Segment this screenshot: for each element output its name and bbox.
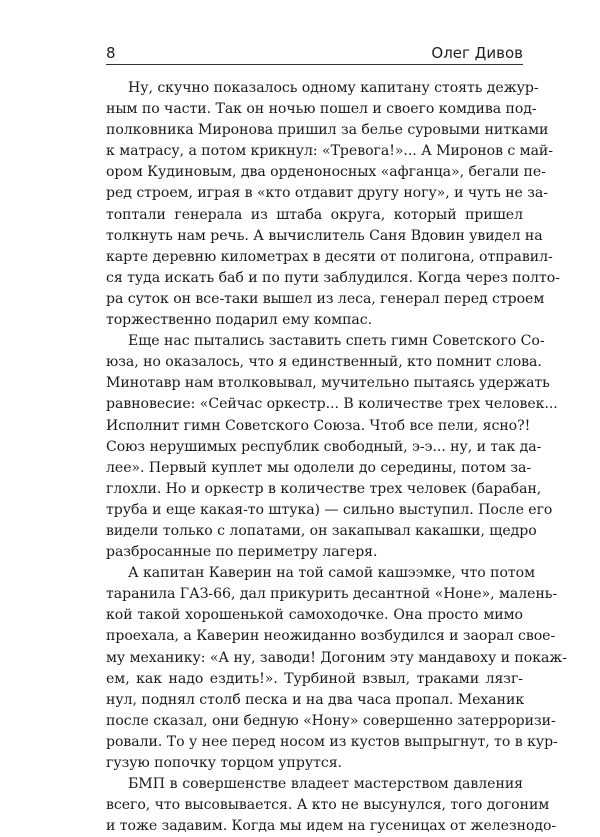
text-line: к матрасу, а потом крикнул: «Тревога!»... А Миронов с май- <box>106 143 553 160</box>
text-line: му механику: «А ну, заводи! Догоним эту мандавоху и покаж- <box>106 649 567 666</box>
text-line: разбросанные по периметру лагеря. <box>106 544 378 561</box>
text-line: карте деревню километрах в десяти от полигона, отправил- <box>106 248 553 265</box>
text-line: кой такой хорошенькой самоходочке. Она просто мимо <box>106 607 523 624</box>
text-line: проехала, а Каверин неожиданно возбудился и заорал свое- <box>106 628 556 645</box>
paragraph <box>106 563 567 774</box>
text-line: после сказал, они бедную «Нону» совершенно затерроризи- <box>106 712 556 729</box>
text-line: Союз нерушимых республик свободный, э-э... ну, и так да- <box>106 438 542 455</box>
paragraph <box>106 78 560 331</box>
running-header <box>106 40 523 62</box>
text-line: ором Кудиновым, два орденоносных «афганца», бегали пе- <box>106 164 546 181</box>
text-line: топтали генерала из штаба округа, который пришел <box>106 206 523 223</box>
text-line: полковника Миронова пришил за белье суровыми нитками <box>106 122 549 139</box>
page-number: 8 <box>106 44 116 62</box>
header-rule <box>106 64 523 65</box>
text-line: всего, что высовывается. А кто не высунулся, того догоним <box>106 797 550 814</box>
text-line: Еще нас пытались заставить спеть гимн Советского Со- <box>128 333 545 350</box>
text-line: нул, поднял столб песка и на два часа пропал. Механик <box>106 691 525 708</box>
text-line: Ну, скучно показалось одному капитану стоять дежур- <box>128 80 539 96</box>
text-line: Исполнит гимн Советского Союза. Чтоб все пели, ясно?! <box>106 417 531 434</box>
body-text <box>106 78 567 837</box>
text-line: труба и еще какая-то штука) — сильно выступил. После его <box>106 501 553 518</box>
text-line: равновесие: «Сейчас оркестр... В количестве трех человек... <box>106 396 558 413</box>
paragraph <box>106 331 558 563</box>
text-line: ем, как надо ездить!». Турбиной взвыл, траками лязг- <box>106 670 523 687</box>
text-line: БМП в совершенстве владеет мастерством давления <box>128 776 523 793</box>
text-line: ся туда искать баб и по пути заблудился. Когда через полто- <box>106 269 560 286</box>
text-line: ред строем, играя в «кто отдавит другу ногу», и чуть не за- <box>106 185 548 202</box>
author-name: Олег Дивов <box>431 44 523 62</box>
text-line: А капитан Каверин на той самой кашээмке, что потом <box>128 565 536 582</box>
text-line: гузую попочку торцом упрутся. <box>106 755 342 771</box>
text-line: толкнуть нам речь. А вычислитель Саня Вдовин увидел на <box>106 227 543 244</box>
text-line: ровали. То у нее перед носом из кустов выпрыгнут, то в кур- <box>106 733 558 750</box>
text-line: лее». Первый куплет мы одолели до середины, потом за- <box>106 459 532 476</box>
text-line: видели только с лопатами, он закапывал какашки, щедро <box>106 522 537 539</box>
text-line: Минотавр нам втолковывал, мучительно пытаясь удержать <box>106 375 550 392</box>
text-line: ра суток он все-таки вышел из леса, генерал перед строем <box>106 290 545 307</box>
text-line: и тоже задавим. Когда мы идем на гусеницах от железнодо- <box>106 818 557 835</box>
text-line: глохли. Но и оркестр в количестве трех человек (барабан, <box>106 480 542 497</box>
text-line: ным по части. Так он ночью пошел и своего комдива под- <box>106 101 537 118</box>
text-line: юза, но оказалось, что я единственный, кто помнит слова. <box>106 354 542 371</box>
text-line: таранила ГАЗ-66, дал прикурить десантной «Ноне», малень- <box>106 586 558 603</box>
paragraph <box>106 774 557 837</box>
text-line: торжественно подарил ему компас. <box>106 312 373 329</box>
